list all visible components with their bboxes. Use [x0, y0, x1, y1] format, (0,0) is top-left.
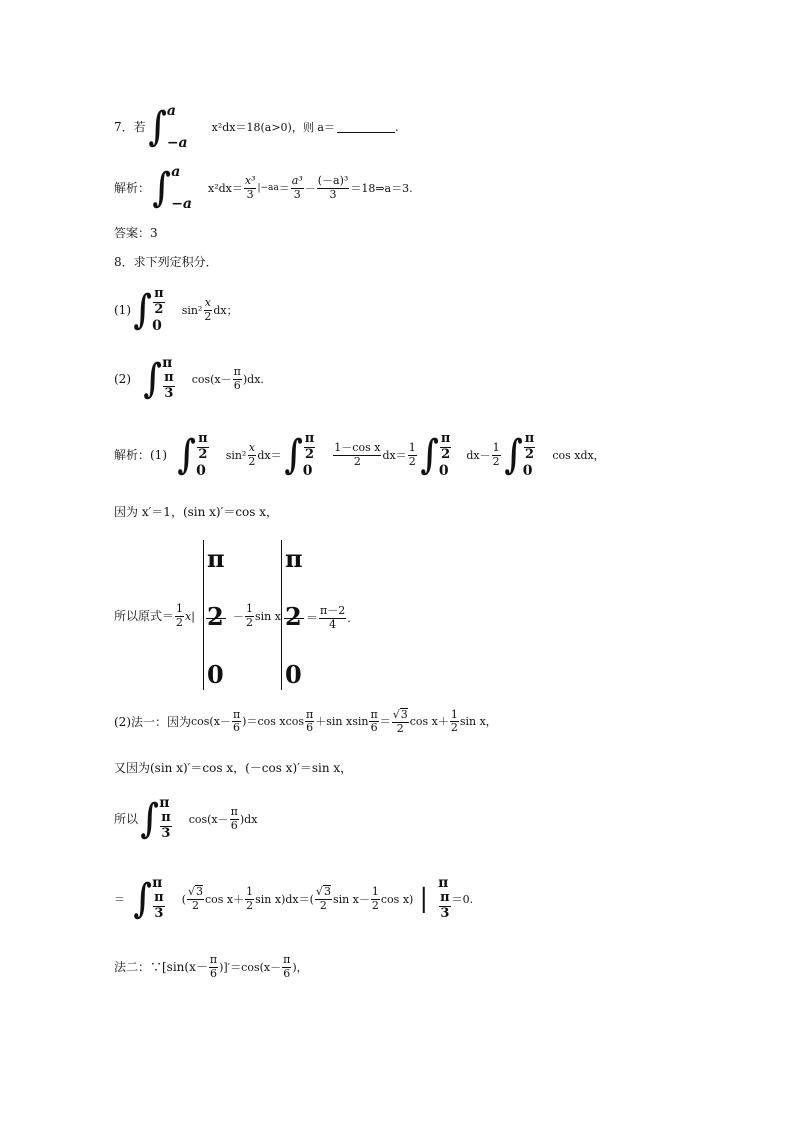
eval-bar-2 — [281, 540, 282, 690]
integral-sol1-b: ∫ $\frac{\pi}{2}$ 0 — [283, 431, 315, 479]
solution-label: 解析： — [114, 181, 151, 195]
integral-sol1-c: ∫ $\frac{\pi}{2}$ 0 — [420, 431, 451, 479]
integral-q8-2: ∫ π $\frac{\pi}{3}$ — [143, 355, 174, 402]
integral-q7-sol: ∫ a −a — [152, 164, 192, 212]
so-original-line: 所以原式＝ $\frac{1}{2}$ x| — [114, 602, 195, 629]
sol1-line: 解析：(1) ∫ $\frac{\pi}{2}$ 0 sin² $\frac{x}{2}$ dx＝ ∫ $\frac{\pi}{2}$ 0 $\frac{\text{1－cos x}}{2}$ dx＝ $\frac{1}{2}$ ∫ $\frac{\pi}{2}$ 0 dx－ $\frac{1}{2}$ ∫ $\frac{\pi}{2}$ 0 cos xdx， — [114, 431, 605, 479]
q7-integrand: x²dx＝18(a>0)，则 a＝ — [211, 120, 335, 134]
because-line: 因为 x′＝1，(sin x)′＝cos x， — [114, 505, 279, 519]
integral-sol2-a: ∫ π $\frac{\pi}{3}$ — [140, 795, 171, 842]
also-line: 又因为(sin x)′＝cos x，(－cos x)′＝sin x， — [114, 761, 353, 775]
q7-solution-line: 解析： ∫ a −a x²dx＝ $\frac{\text{x³}}{3}$ |−aa ＝ $\frac{\text{a³}}{3}$ － $\frac{\text{(－a)³}}{3}$ ＝18⇒a＝3. — [114, 164, 413, 212]
integral-sign-icon: ∫ — [133, 286, 152, 333]
answer-blank — [337, 122, 395, 133]
method2-line: 法二：∵[sin(x－ $\frac{\pi}{6}$ )]′＝cos(x－ $\frac{\pi}{6}$ )， — [114, 953, 308, 980]
integral-sign-icon: ∫ — [140, 795, 159, 842]
integral-sign-icon: ∫ — [420, 431, 439, 478]
integral-sign-icon: ∫ — [147, 103, 167, 150]
so-mid: － $\frac{1}{2}$ sin x — [233, 602, 281, 629]
fraction: $\frac{\text{(－a)³}}{3}$ — [317, 173, 349, 201]
fraction: $\frac{\text{a³}}{3}$ — [291, 173, 303, 201]
integral-sol1-d: ∫ $\frac{\pi}{2}$ 0 — [503, 431, 535, 479]
lower-limit: −a — [166, 135, 188, 151]
integral-sol1-a: ∫ $\frac{\pi}{2}$ 0 — [177, 431, 208, 479]
upper-limit: a — [166, 103, 176, 119]
fraction: $\frac{\text{x³}}{3}$ — [244, 173, 256, 201]
integral-sign-icon: ∫ — [503, 431, 523, 478]
integral-sign-icon: ∫ — [152, 164, 171, 211]
fraction-bar — [206, 618, 226, 619]
q8-part1: (1) ∫ $\frac{\pi}{2}$ 0 sin² $\frac{x}{2}$ dx； — [114, 286, 238, 334]
eval-bar-1 — [203, 540, 204, 690]
eval-limits-1: π 2 0 — [207, 544, 225, 689]
integral-sign-icon: ∫ — [133, 875, 152, 922]
integral-sign-icon: ∫ — [143, 355, 162, 402]
integral-q8-1: ∫ $\frac{\pi}{2}$ 0 — [133, 286, 164, 334]
so-integral-line: 所以 ∫ π $\frac{\pi}{3}$ cos(x－ $\frac{\pi}{6}$ )dx — [114, 795, 258, 842]
eval-limits-2: π 2 0 — [285, 544, 303, 689]
integral-q7 — [146, 104, 188, 150]
method1-line: (2)法一：因为 cos(x－ $\frac{\pi}{6}$ )＝cos xcos $\frac{\pi}{6}$ ＋sin xsin $\frac{\pi}{6}$ ＝ $\frac{√3}{2}$ cos x＋ $\frac{1}{2}$ sin x， — [114, 707, 497, 735]
q7-answer: 答案：3 — [114, 226, 158, 240]
q7-line: 7．若 ∫ a −a x²dx＝18(a>0)，则 a＝ . — [114, 103, 399, 151]
so-result: ＝ $\frac{\pi-2}{4}$ . — [306, 604, 351, 631]
eval-line: ＝ ∫ π $\frac{\pi}{3}$ ( $\frac{√3}{2}$ cos x＋ $\frac{1}{2}$ sin x)dx＝( $\frac{√3}{2}$ sin x－ $\frac{1}{2}$ cos x) | π $\frac{\pi}{3}$ ＝0. — [114, 875, 474, 922]
integral-sign-icon: ∫ — [283, 431, 303, 478]
q8-title: 8．求下列定积分． — [114, 255, 218, 269]
q7-label: 7．若 — [114, 120, 146, 134]
fraction-bar — [284, 618, 304, 619]
q8-part2: (2) ∫ π $\frac{\pi}{3}$ cos(x－ $\frac{\pi}{6}$ )dx. — [114, 355, 264, 402]
integral-sign-icon: ∫ — [177, 431, 196, 478]
integral-sol2-b: ∫ π $\frac{\pi}{3}$ — [133, 875, 164, 922]
